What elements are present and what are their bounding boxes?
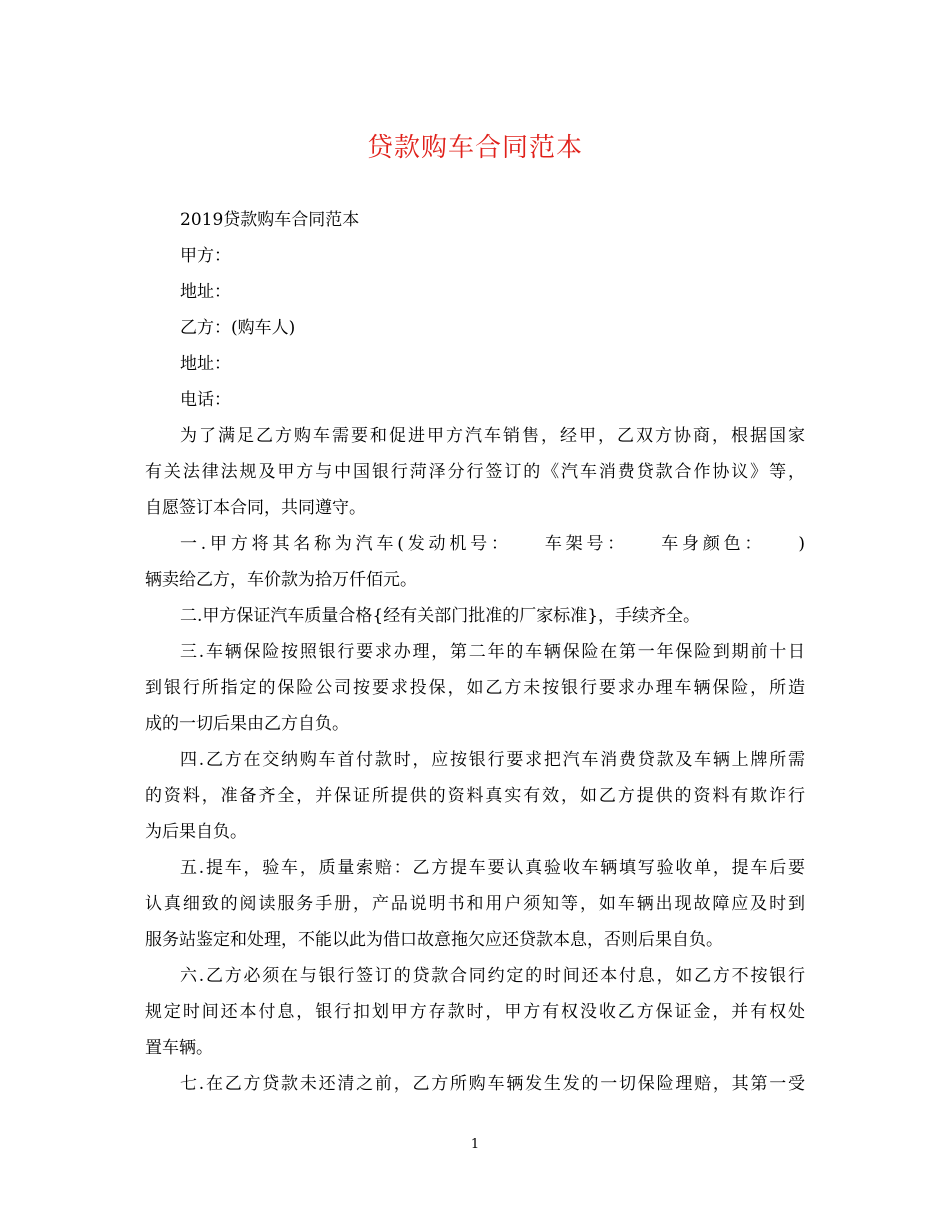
clause-4 <box>145 742 805 850</box>
party-b-label: 乙方：(购车人) <box>180 318 296 338</box>
paragraph-line: 规定时间还本付息，银行扣划甲方存款时，甲方有权没收乙方保证金，并有权处 <box>145 1002 805 1022</box>
paragraph-line: 一.甲方将其名称为汽车(发动机号： 车架号： 车身颜色： ) <box>180 534 805 554</box>
intro-paragraph <box>145 418 805 526</box>
clause-6 <box>145 958 805 1066</box>
paragraph-line: 为后果自负。 <box>145 822 247 842</box>
paragraph-line: 为了满足乙方购车需要和促进甲方汽车销售，经甲，乙双方协商，根据国家 <box>180 426 805 446</box>
paragraph-line: 五.提车，验车，质量索赔：乙方提车要认真验收车辆填写验收单，提车后要 <box>180 858 805 878</box>
clause-5 <box>145 850 805 958</box>
paragraph-line: 到银行所指定的保险公司按要求投保，如乙方未按银行要求办理车辆保险，所造 <box>145 678 805 698</box>
paragraph-line: 七.在乙方贷款未还清之前，乙方所购车辆发生发的一切保险理赔，其第一受 <box>180 1074 805 1094</box>
document-subtitle: 2019贷款购车合同范本 <box>180 210 360 230</box>
document-title: 贷款购车合同范本 <box>366 133 583 163</box>
page-number: 1 <box>470 1137 480 1152</box>
party-a-label: 甲方： <box>180 246 231 266</box>
clause-1 <box>145 526 805 598</box>
paragraph-line: 三.车辆保险按照银行要求办理，第二年的车辆保险在第一年保险到期前十日 <box>180 642 805 662</box>
paragraph-line: 二.甲方保证汽车质量合格{经有关部门批准的厂家标准}，手续齐全。 <box>180 606 701 626</box>
paragraph-line: 认真细致的阅读服务手册，产品说明书和用户须知等，如车辆出现故障应及时到 <box>145 894 805 914</box>
clause-3 <box>145 634 805 742</box>
paragraph-line: 成的一切后果由乙方自负。 <box>145 714 349 734</box>
paragraph-line: 置车辆。 <box>145 1038 213 1058</box>
paragraph-line: 四.乙方在交纳购车首付款时，应按银行要求把汽车消费贷款及车辆上牌所需 <box>180 750 805 770</box>
paragraph-line: 的资料，准备齐全，并保证所提供的资料真实有效，如乙方提供的资料有欺诈行 <box>145 786 805 806</box>
paragraph-line: 自愿签订本合同，共同遵守。 <box>145 498 366 518</box>
paragraph-line: 服务站鉴定和处理，不能以此为借口故意拖欠应还贷款本息，否则后果自负。 <box>145 930 723 950</box>
paragraph-line: 辆卖给乙方，车价款为拾万仟佰元。 <box>145 570 417 590</box>
party-a-address-label: 地址： <box>180 282 231 302</box>
clause-2 <box>145 598 805 634</box>
phone-label: 电话： <box>180 390 231 410</box>
clause-7 <box>145 1066 805 1102</box>
paragraph-line: 六.乙方必须在与银行签订的贷款合同约定的时间还本付息，如乙方不按银行 <box>180 966 805 986</box>
paragraph-line: 有关法律法规及甲方与中国银行菏泽分行签订的《汽车消费贷款合作协议》等， <box>145 462 805 482</box>
document-body <box>145 202 805 1102</box>
party-b-address-label: 地址： <box>180 354 231 374</box>
